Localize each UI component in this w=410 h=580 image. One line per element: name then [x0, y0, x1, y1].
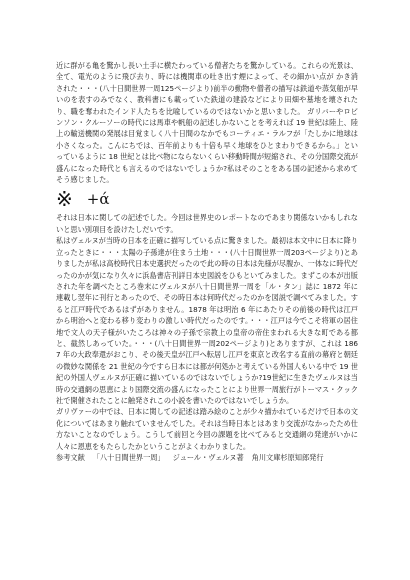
- references-label: 参考文献: [56, 453, 85, 462]
- references-line: [56, 452, 358, 463]
- body-paragraph: それは日本に関しての記述でした。今回は世界史のレポートなのであまり関係ないかもしれないと思い別項目を設けたしだいです。: [56, 213, 358, 234]
- body-paragraph: 私はヴェルヌが当時の日本を正確に描写している点に驚きました。最初は本文中に日本に降り立ったときに・・・太陽の子孫達が住まう土地・・・(八十日間世界一周203ページより)とありましたが私は高校時代日本史選択だったので此の時の日本は先様が尽腹か、一体なに時代だったのかが気になり久々に浜島書店刊詳日本史図説をひもといてみました。まずこの本が出版された年を調べたところ巻末にヴェルヌが八十日間世界一周を「ル・タン」誌に 1872 年に連載し翌年に刊行とあったので、その時日本は何時代だったのかを図説で調べてみました。すると江戸時代であるはずがありません。1878 年は明治 6 年にあたりその前後の時代は江戸から明治へと変わる移り変わりの激しい時代だったのです。・・・江戸は今でこそ将軍の居住地で文人の天子様がいたころは神々の子孫で宗教上の皇帝の帝住まわれる大きな町である都と、截然しあっていた。・・・(八十日間世界一周202ページより)とありますが、これは 1867 年の大政奉還がおこり、その後天皇が江戸へ転居し江戸を東京と改名する直前の幕府と朝廷の微妙な関係を 21 世紀の今ですら日本には都が何処かと考えている外国人もいる中で 19 世紀の外国人ヴェルヌが正確に描いているのではないでしょうか?19世紀に生きたヴェルヌは当時の交通網の思恵により国際交流の盛んになったことにより世界一周旅行がトーマス・クック社で開催されたことに触発されこの小説を書いたのではないでしょうか。: [56, 236, 358, 405]
- references-publisher: 角川文庫杉原知郎発行: [251, 453, 324, 462]
- body-paragraph: 近に群がる亀を驚かし長い土手に横たわっている僧者たちを驚かしている。これらの光景は、全て、電光のように飛び去り、時には機関車の吐き出す煙によって、その細かい点が かき消された・・・(八十日間世界一周125ページより)前半の動物や僧者の描写は鉄道や蒸気船が早いのを表すのみでなく、教科書にも載っていた鉄道の建設などにより田畑や墓地を壊されたり、職を奪われたインド人たちを比喩しているのではないかと思いました。 ガリバーやロビンソン・クルーソーの時代には馬車や帆船の記述しかないことを考えれば 19 世紀は陸上、陸上の輸送機関の発展は目覚ましく八十日間のなかでもコーティエ・ラルフが「たしかに地球は小さくなった。こんにちでは、百年前よりも十倍も早く地球をひとまわりできるから。」といっているように 18 世紀とは比べ物にならないくらい移動時間が短縮され、その分国際交流が盛んになった時代とも言えるのではないでしょうか?私はそのことをある国の記述から求めてそう感じました。: [56, 61, 358, 185]
- section-glyph: +ά: [86, 189, 110, 208]
- section-divider: [56, 187, 358, 211]
- document-page: [56, 60, 358, 463]
- reference-mark-icon: ※: [56, 187, 73, 212]
- references-title: 「八十日間世界一周」: [92, 453, 165, 462]
- body-paragraph: ガリヴァーの中では、日本に関しての記述は踏み絵のことが少々描かれているだけで日本の文化についてはあまり触れていませんでした。それは当時日本とはあまり交流がなかったため仕方ないことなのでしょう。こうして前回と今回の課題を比べてみると交通網の発達がいかに人々に恩恵をもたらしたかということがよくわかりました。: [56, 407, 358, 451]
- references-author: ジュール・ヴェルヌ著: [172, 453, 244, 462]
